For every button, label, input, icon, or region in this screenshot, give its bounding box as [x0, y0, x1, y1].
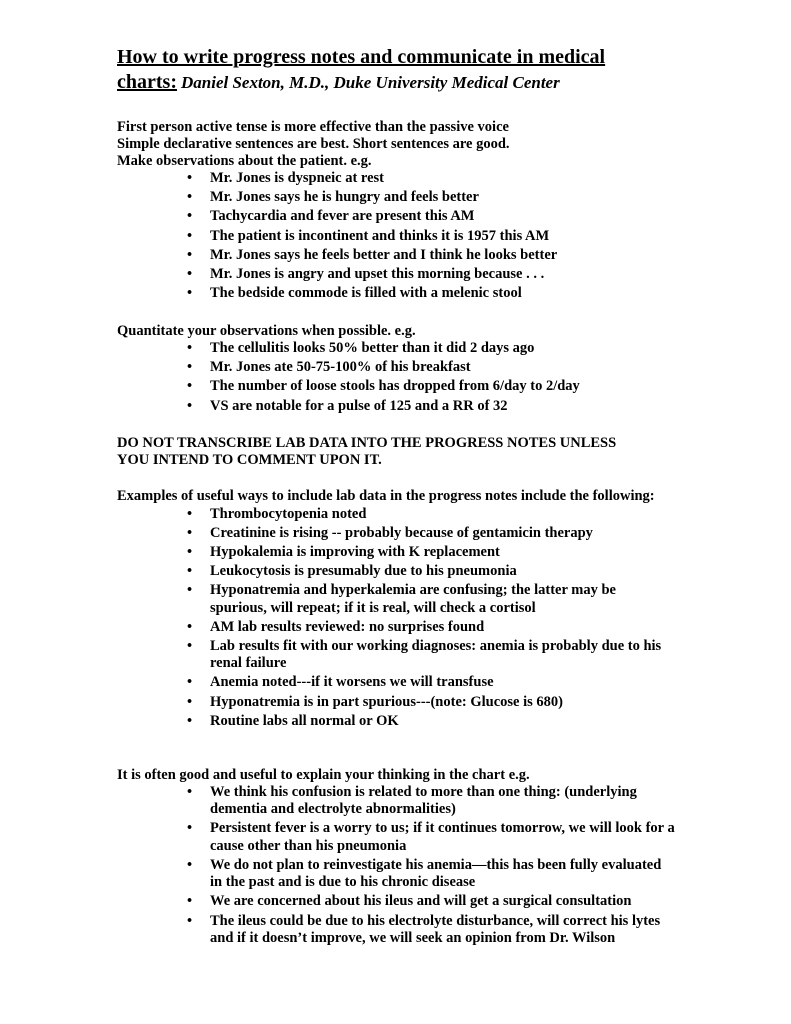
warning-line-2: YOU INTEND TO COMMENT UPON IT. — [117, 452, 382, 468]
list-item: • Mr. Jones says he feels better and I think he looks better — [187, 246, 558, 263]
document-title — [117, 45, 737, 95]
list-item: • Mr. Jones says he is hungry and feels better — [187, 189, 479, 206]
bullet-icon: • — [187, 693, 193, 710]
list-item: • VS are notable for a pulse of 125 and a RR of 32 — [187, 397, 508, 414]
bullet-icon: • — [187, 397, 193, 414]
list-item: • Hyponatremia is in part spurious---(note: Glucose is 680) — [187, 693, 563, 710]
list-item: • Leukocytosis is presumably due to his pneumonia — [187, 563, 517, 580]
list-item: • Routine labs all normal or OK — [187, 712, 399, 729]
intro-line-1: First person active tense is more effective than the passive voice — [117, 119, 509, 135]
bullet-icon: • — [187, 208, 193, 225]
bullet-icon: • — [187, 227, 193, 244]
thinking-heading: It is often good and useful to explain your thinking in the chart e.g. — [117, 767, 530, 783]
bullet-icon: • — [187, 543, 193, 560]
bullet-icon: • — [187, 582, 193, 599]
list-item: • The bedside commode is filled with a melenic stool — [187, 285, 522, 302]
observation-list — [117, 170, 677, 302]
bullet-icon: • — [187, 712, 193, 729]
bullet-icon: • — [187, 359, 193, 376]
list-item: • Hyponatremia and hyperkalemia are confusing; the latter may be spurious, will repeat; if it is real, will check a cortisol — [187, 582, 616, 616]
intro-section — [117, 119, 677, 304]
thinking-list — [117, 784, 677, 947]
intro-line-3: Make observations about the patient. e.g. — [117, 153, 372, 169]
intro-line-2: Simple declarative sentences are best. Short sentences are good. — [117, 136, 510, 152]
bullet-icon: • — [187, 505, 193, 522]
bullet-icon: • — [187, 820, 193, 837]
bullet-icon: • — [187, 856, 193, 873]
list-item: • Mr. Jones is dyspneic at rest — [187, 170, 384, 186]
list-item: • The number of loose stools has dropped from 6/day to 2/day — [187, 378, 580, 395]
thinking-section — [117, 767, 677, 949]
title-line-2: charts: — [117, 71, 177, 93]
list-item: • Tachycardia and fever are present this AM — [187, 208, 475, 225]
bullet-icon: • — [187, 265, 193, 282]
bullet-icon: • — [187, 378, 193, 395]
list-item: • We are concerned about his ileus and will get a surgical consultation — [187, 893, 632, 910]
quantitate-list — [117, 340, 677, 415]
list-item: • Persistent fever is a worry to us; if it continues tomorrow, we will look for a cause other than his pneumonia — [187, 820, 675, 854]
list-item: • Mr. Jones ate 50-75-100% of his breakfast — [187, 359, 471, 376]
bullet-icon: • — [187, 170, 193, 186]
bullet-icon: • — [187, 674, 193, 691]
list-item: • Creatinine is rising -- probably because of gentamicin therapy — [187, 524, 593, 541]
bullet-icon: • — [187, 784, 193, 800]
list-item: • Hypokalemia is improving with K replacement — [187, 543, 500, 560]
bullet-icon: • — [187, 563, 193, 580]
bullet-icon: • — [187, 285, 193, 302]
list-item: • The patient is incontinent and thinks it is 1957 this AM — [187, 227, 550, 244]
bullet-icon: • — [187, 189, 193, 206]
list-item: • We do not plan to reinvestigate his anemia—this has been fully evaluated in the past and is due to his chronic disease — [187, 856, 662, 891]
bullet-icon: • — [187, 893, 193, 910]
lab-examples-heading: Examples of useful ways to include lab data in the progress notes include the following: — [117, 488, 655, 504]
lab-examples-section — [117, 488, 677, 732]
warning-section — [117, 435, 677, 469]
quantitate-heading: Quantitate your observations when possible. e.g. — [117, 323, 416, 339]
title-author: Daniel Sexton, M.D., Duke University Medical Center — [180, 73, 560, 92]
list-item: • AM lab results reviewed: no surprises found — [187, 618, 485, 635]
bullet-icon: • — [187, 912, 193, 929]
lab-examples-list — [117, 506, 677, 731]
list-item: • We think his confusion is related to more than one thing: (underlying dementia and electrolyte abnormalities) — [187, 784, 637, 818]
bullet-icon: • — [187, 637, 193, 654]
list-item: • Mr. Jones is angry and upset this morning because . . . — [187, 265, 545, 282]
quantitate-section — [117, 323, 677, 417]
warning-line-1: DO NOT TRANSCRIBE LAB DATA INTO THE PROGRESS NOTES UNLESS — [117, 435, 617, 451]
bullet-icon: • — [187, 618, 193, 635]
bullet-icon: • — [187, 246, 193, 263]
list-item: • The cellulitis looks 50% better than it did 2 days ago — [187, 340, 535, 356]
list-item: • The ileus could be due to his electrolyte disturbance, will correct his lytes and if it doesn’t improve, we will seek an opinion from Dr. Wilson — [187, 912, 661, 946]
title-line-1: How to write progress notes and communicate in medical — [117, 46, 606, 68]
bullet-icon: • — [187, 524, 193, 541]
list-item: • Thrombocytopenia noted — [187, 505, 367, 522]
list-item: • Lab results fit with our working diagnoses: anemia is probably due to his renal failure — [187, 637, 662, 672]
bullet-icon: • — [187, 340, 193, 356]
list-item: • Anemia noted---if it worsens we will transfuse — [187, 674, 494, 691]
